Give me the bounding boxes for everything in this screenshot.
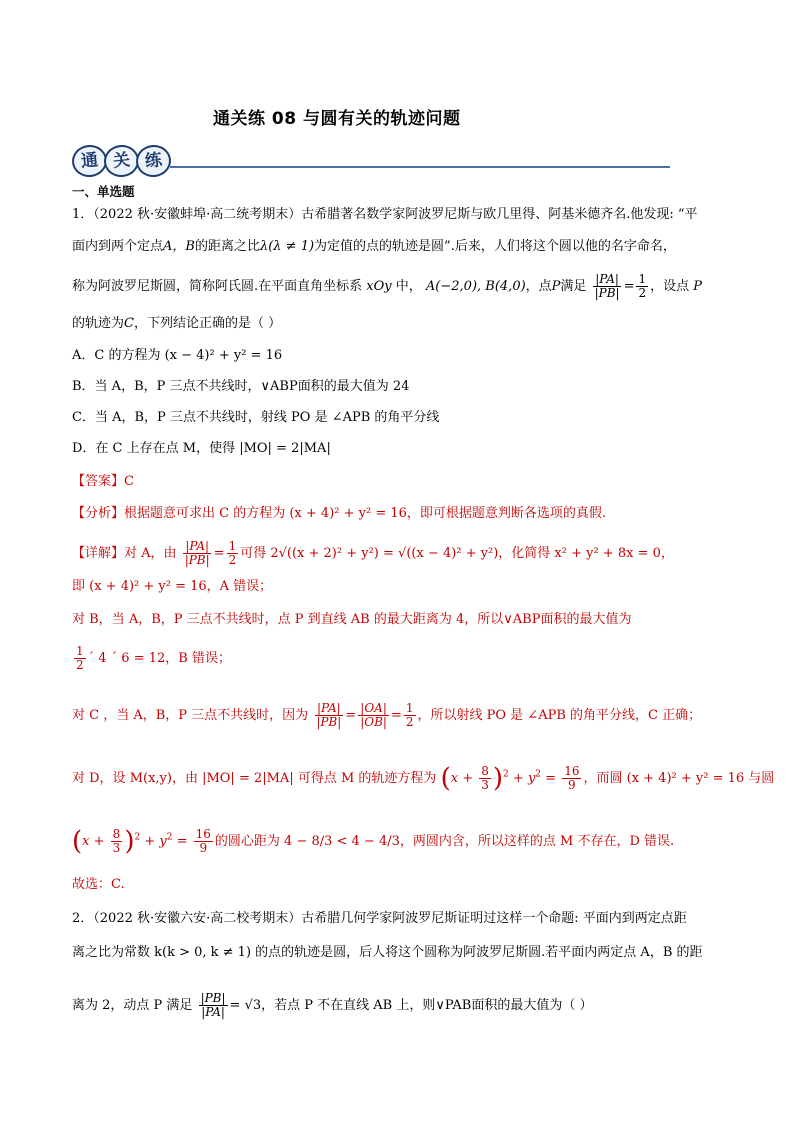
detail-line2: 即 (x + 4)² + y² = 16，A 错误； [72, 579, 273, 594]
section-logo [72, 145, 168, 177]
q1-line1: 1．（2022 秋·安徽蚌埠·高二统考期末）古希腊著名数学家阿波罗尼斯与欧几里得、阿基米德齐名.他发现: “平 [72, 207, 698, 222]
answer-line: 【答案】C [72, 474, 134, 489]
q1-line2: 面内到两个定点A，B的距离之比λ(λ ≠ 1)为定值的点的轨迹是圆”.后来，人们将这个圆以他的名字命名， [72, 239, 676, 254]
page-title: 通关练 08 与圆有关的轨迹问题 [213, 109, 461, 129]
conclusion-line: 故选：C. [72, 877, 125, 892]
detail-line6: 对 D，设 M(x,y)，由 |MO| = 2|MA| 可得点 M 的轨迹方程为 (x + $\frac{8}{3}$ )$^2 + y^2$ = $\frac{16}{9}$ ，而圆 (x + 4)² + y² = 16 与圆 [72, 763, 775, 794]
analysis-line: 【分析】根据题意可求出 C 的方程为 (x + 4)² + y² = 16，即可根据题意判断各选项的真假. [72, 506, 607, 521]
q1-line4: 的轨迹为C，下列结论正确的是（ ） [72, 316, 282, 331]
option-c: C．当 A，B，P 三点不共线时，射线 PO 是 ∠APB 的角平分线 [72, 410, 440, 425]
logo-char: 关 [102, 143, 140, 178]
detail-line7: (x + $\frac{8}{3}$ )$^2 + y^2$ = $\frac{16}{9}$ 的圆心距为 4 − 8/3 < 4 − 4/3，两圆内含，所以这样的点 M 不存在，D 错误. [72, 826, 675, 857]
detail-line4: $\frac{1}{2}$ ´ 4 ´ 6 = 12，B 错误； [76, 644, 231, 672]
header-rule [170, 166, 670, 168]
detail-line5: 对 C ，当 A，B，P 三点不共线时，因为 $\frac{|PA|}{|PB|}$ = $\frac{|OA|}{|OB|}$ = $\frac{1}{2}$ ，所以射线 PO 是 ∠APB 的角平分线，C 正确； [72, 701, 702, 729]
option-b: B．当 A，B，P 三点不共线时，∨ABP面积的最大值为 24 [72, 379, 410, 394]
q2-line1: 2．（2022 秋·安徽六安·高二校考期末）古希腊几何学家阿波罗尼斯证明过这样一个命题: 平面内到两定点距 [72, 911, 687, 926]
q1-line3: 称为阿波罗尼斯圆，简称阿氏圆.在平面直角坐标系 xOy 中， A(−2,0), B(4,0)，点P满足 $\frac{|PA|}{|PB|}$ = $\frac{1}{2}$ ，设点 P [72, 272, 703, 300]
logo-char: 通 [70, 143, 108, 178]
q2-line3: 离为 2，动点 P 满足 $\frac{|PB|}{|PA|}$ = √3，若点 P 不在直线 AB 上，则∨PAB面积的最大值为（ ） [72, 991, 593, 1019]
option-d: D．在 C 上存在点 M，使得 |MO| = 2|MA| [72, 441, 331, 456]
option-a: A．C 的方程为 (x − 4)² + y² = 16 [72, 348, 283, 363]
detail-line1: 【详解】对 A，由 $\frac{|PA|}{|PB|}$ = $\frac{1}{2}$ 可得 2√((x + 2)² + y²) = √((x − 4)² + y²)，化简得 x² + y² + 8x = 0， [72, 539, 674, 567]
logo-char: 练 [134, 143, 172, 178]
q2-line2: 离之比为常数 k(k > 0, k ≠ 1) 的点的轨迹是圆，后人将这个圆称为阿波罗尼斯圆.若平面内两定点 A，B 的距 [72, 945, 703, 960]
section-heading: 一、单选题 [72, 184, 135, 199]
detail-line3: 对 B，当 A，B，P 三点不共线时，点 P 到直线 AB 的最大距离为 4，所以∨ABP面积的最大值为 [72, 612, 632, 627]
